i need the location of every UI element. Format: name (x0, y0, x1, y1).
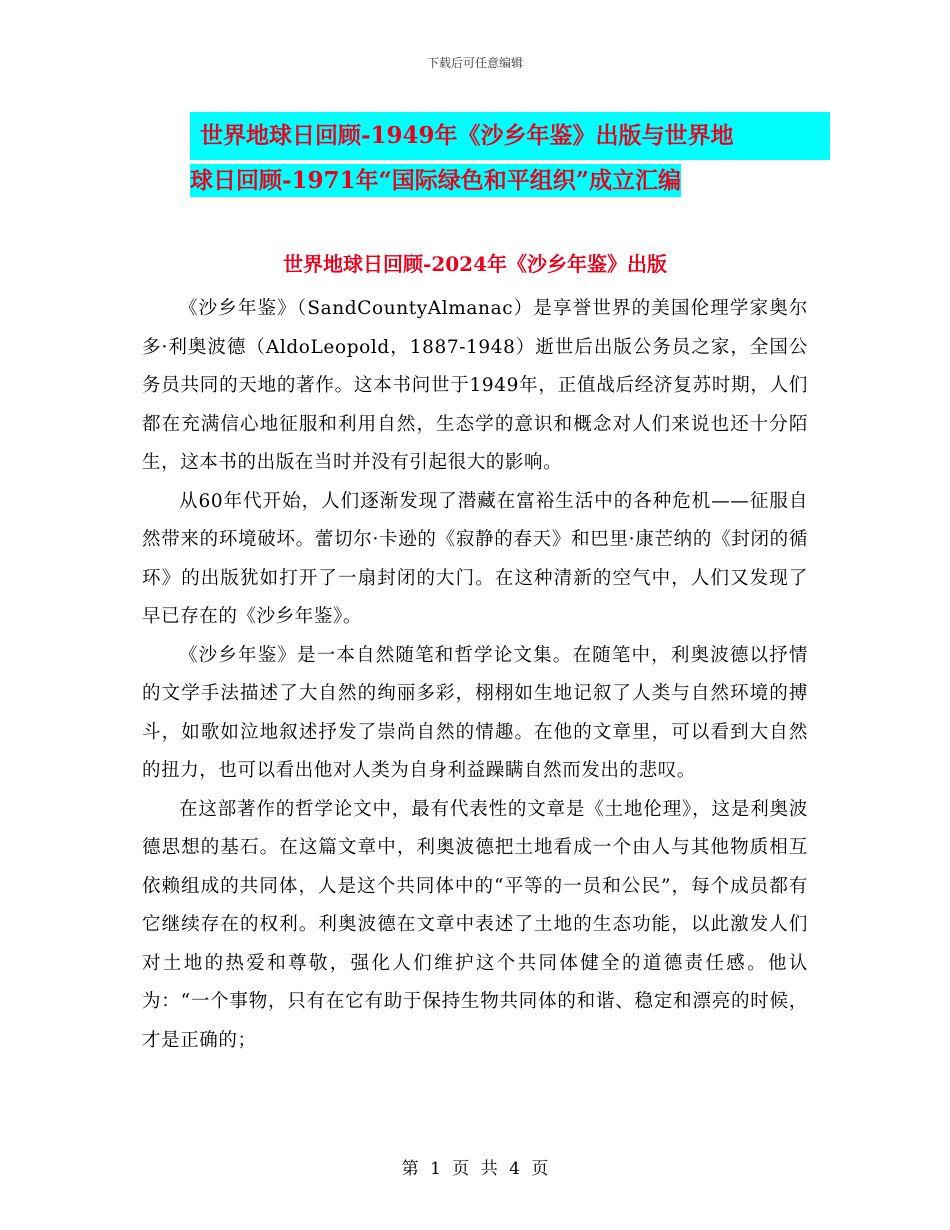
paragraph: 《沙乡年鉴》（SandCountyAlmanac）是享誉世界的美国伦理学家奥尔多·利奥波德（AldoLeopold，1887-1948）逝世后出版公务员之家，全国公务员共同的天地的著作。这本书问世于1949年，正值战后经济复苏时期，人们都在充满信心地征服和利用自然，生态学的意识和概念对人们来说也还十分陌生，这本书的出版在当时并没有引起很大的影响。 (142, 298, 808, 473)
document-title (190, 112, 830, 202)
body-text (142, 290, 808, 1060)
document-title-line-2: 球日回顾-1971年“国际绿色和平组织”成立汇编 (190, 164, 681, 197)
paragraph: 在这部著作的哲学论文中，最有代表性的文章是《土地伦理》，这是利奥波德思想的基石。在这篇文章中，利奥波德把土地看成一个由人与其他物质相互依赖组成的共同体，人是这个共同体中的“平等的一员和公民”，每个成员都有它继续存在的权利。利奥波德在文章中表述了土地的生态功能，以此激发人们对土地的热爱和尊敬，强化人们维护这个共同体健全的道德责任感。他认为：“一个事物，只有在它有助于保持生物共同体的和谐、稳定和漂亮的时候，才是正确的； (142, 798, 808, 1051)
section-title: 世界地球日回顾-2024年《沙乡年鉴》出版 (283, 252, 667, 276)
paragraph: 从60年代开始，人们逐渐发现了潜藏在富裕生活中的各种危机——征服自然带来的环境破坏。蕾切尔·卡逊的《寂静的春天》和巴里·康芒纳的《封闭的循环》的出版犹如打开了一扇封闭的大门。在这种清新的空气中，人们又发现了早已存在的《沙乡年鉴》。 (142, 490, 808, 627)
header-note: 下载后可任意编辑 (426, 56, 523, 70)
page-indicator: 第 1 页 共 4 页 (401, 1159, 549, 1179)
document-title-line-1: 世界地球日回顾-1949年《沙乡年鉴》出版与世界地 (190, 112, 830, 160)
paragraph: 《沙乡年鉴》是一本自然随笔和哲学论文集。在随笔中，利奥波德以抒情的文学手法描述了大自然的绚丽多彩，栩栩如生地记叙了人类与自然环境的搏斗，如歌如泣地叙述抒发了崇尚自然的情趣。在他的文章里，可以看到大自然的扭力，也可以看出他对人类为自身利益躁瞒自然而发出的悲叹。 (142, 644, 808, 781)
